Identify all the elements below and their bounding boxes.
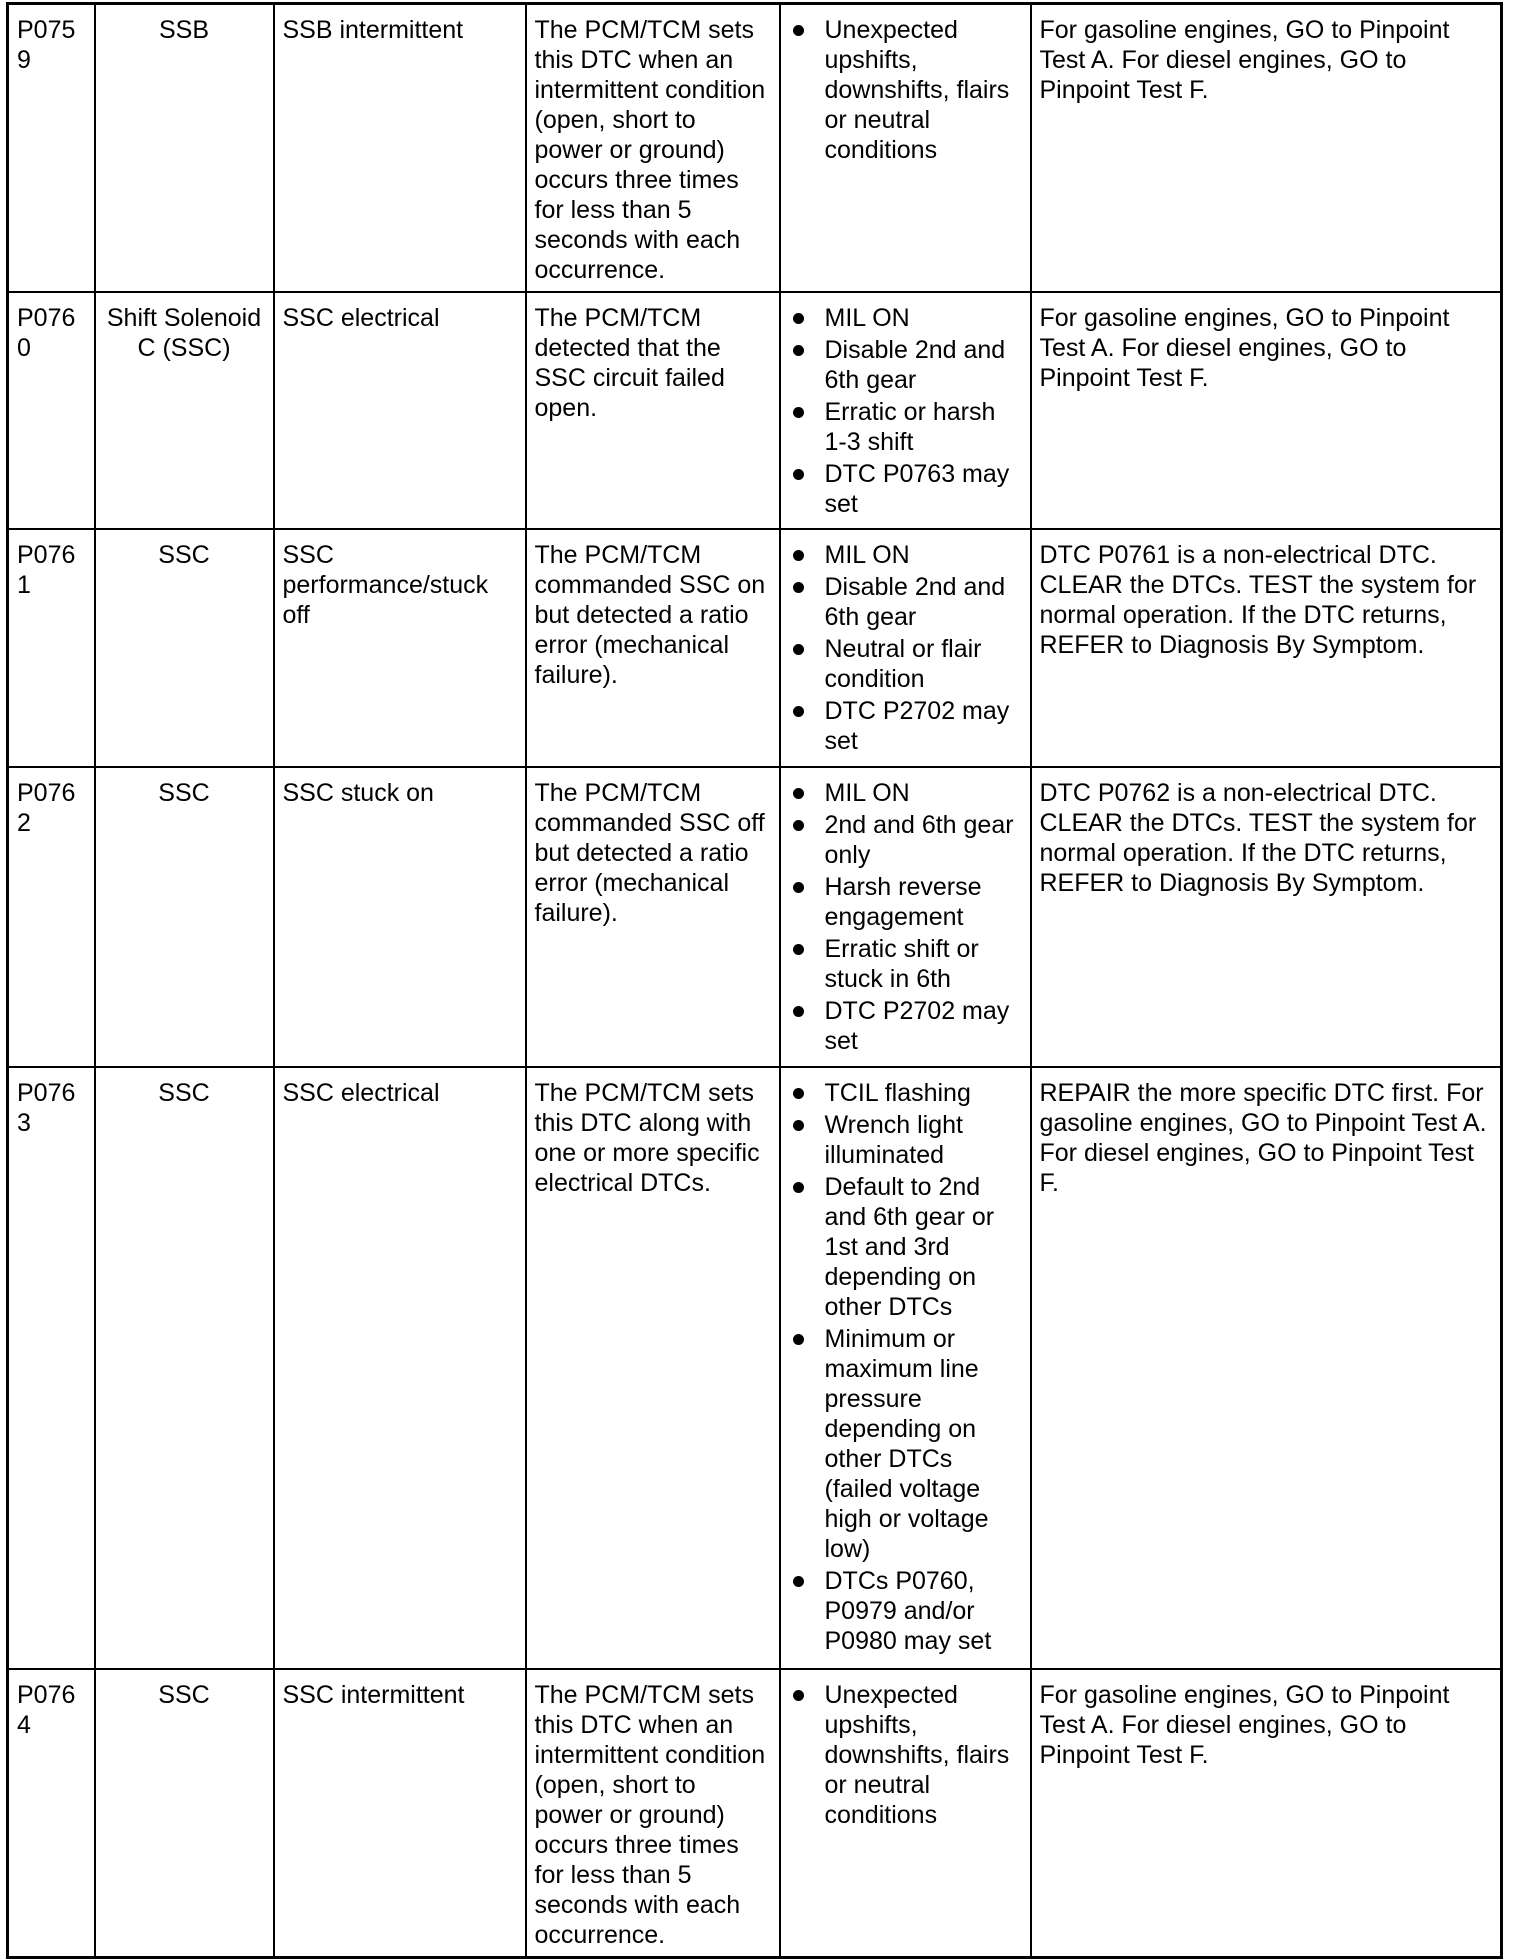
description: SSC electrical	[274, 292, 526, 529]
symptoms	[780, 292, 1031, 529]
action: For gasoline engines, GO to Pinpoint Test A. For diesel engines, GO to Pinpoint Test F.	[1031, 1669, 1502, 1958]
table-row	[8, 1669, 1502, 1958]
dtc-code: P0763	[8, 1067, 95, 1669]
symptom-item: Unexpected upshifts, downshifts, flairs or neutral conditions	[789, 15, 1022, 165]
condition: The PCM/TCM detected that the SSC circuit failed open.	[526, 292, 780, 529]
symptom-item: DTCs P0760, P0979 and/or P0980 may set	[789, 1566, 1022, 1656]
component: SSC	[95, 767, 274, 1067]
dtc-code: P0759	[8, 4, 95, 293]
description: SSC intermittent	[274, 1669, 526, 1958]
table-row	[8, 767, 1502, 1067]
action: For gasoline engines, GO to Pinpoint Test A. For diesel engines, GO to Pinpoint Test F.	[1031, 292, 1502, 529]
action: DTC P0761 is a non-electrical DTC. CLEAR the DTCs. TEST the system for normal operation. If the DTC returns, REFER to Diagnosis By Symptom.	[1031, 529, 1502, 767]
dtc-table	[6, 2, 1503, 1959]
dtc-code: P0760	[8, 292, 95, 529]
table-row	[8, 1067, 1502, 1669]
symptom-item: Harsh reverse engagement	[789, 872, 1022, 932]
component: SSC	[95, 1669, 274, 1958]
component: SSC	[95, 529, 274, 767]
symptom-item: Erratic shift or stuck in 6th	[789, 934, 1022, 994]
dtc-code: P0761	[8, 529, 95, 767]
description: SSC electrical	[274, 1067, 526, 1669]
action: For gasoline engines, GO to Pinpoint Test A. For diesel engines, GO to Pinpoint Test F.	[1031, 4, 1502, 293]
symptom-item: Disable 2nd and 6th gear	[789, 572, 1022, 632]
description: SSC stuck on	[274, 767, 526, 1067]
condition: The PCM/TCM sets this DTC when an intermittent condition (open, short to power or ground) occurs three times for less than 5 seconds with each occurrence.	[526, 4, 780, 293]
symptom-item: MIL ON	[789, 303, 1022, 333]
table-row	[8, 292, 1502, 529]
symptom-item: DTC P0763 may set	[789, 459, 1022, 519]
component: Shift Solenoid C (SSC)	[95, 292, 274, 529]
symptom-item: Disable 2nd and 6th gear	[789, 335, 1022, 395]
dtc-code: P0762	[8, 767, 95, 1067]
symptom-item: Neutral or flair condition	[789, 634, 1022, 694]
symptoms	[780, 4, 1031, 293]
action: DTC P0762 is a non-electrical DTC. CLEAR the DTCs. TEST the system for normal operation. If the DTC returns, REFER to Diagnosis By Symptom.	[1031, 767, 1502, 1067]
symptom-item: Unexpected upshifts, downshifts, flairs or neutral conditions	[789, 1680, 1022, 1830]
symptoms	[780, 767, 1031, 1067]
symptom-item: DTC P2702 may set	[789, 996, 1022, 1056]
condition: The PCM/TCM sets this DTC when an intermittent condition (open, short to power or ground) occurs three times for less than 5 seconds with each occurrence.	[526, 1669, 780, 1958]
symptom-item: Wrench light illuminated	[789, 1110, 1022, 1170]
symptom-item: MIL ON	[789, 778, 1022, 808]
symptom-item: Minimum or maximum line pressure depending on other DTCs (failed voltage high or voltage low)	[789, 1324, 1022, 1564]
symptom-item: DTC P2702 may set	[789, 696, 1022, 756]
table-row	[8, 529, 1502, 767]
symptom-item: Erratic or harsh 1-3 shift	[789, 397, 1022, 457]
symptom-item: TCIL flashing	[789, 1078, 1022, 1108]
dtc-code: P0764	[8, 1669, 95, 1958]
action: REPAIR the more specific DTC first. For gasoline engines, GO to Pinpoint Test A. For diesel engines, GO to Pinpoint Test F.	[1031, 1067, 1502, 1669]
symptom-item: MIL ON	[789, 540, 1022, 570]
description: SSB intermittent	[274, 4, 526, 293]
table-row	[8, 4, 1502, 293]
component: SSB	[95, 4, 274, 293]
condition: The PCM/TCM commanded SSC off but detected a ratio error (mechanical failure).	[526, 767, 780, 1067]
symptom-item: 2nd and 6th gear only	[789, 810, 1022, 870]
symptoms	[780, 1669, 1031, 1958]
condition: The PCM/TCM commanded SSC on but detected a ratio error (mechanical failure).	[526, 529, 780, 767]
description: SSC performance/stuck off	[274, 529, 526, 767]
symptoms	[780, 1067, 1031, 1669]
symptom-item: Default to 2nd and 6th gear or 1st and 3rd depending on other DTCs	[789, 1172, 1022, 1322]
component: SSC	[95, 1067, 274, 1669]
symptoms	[780, 529, 1031, 767]
condition: The PCM/TCM sets this DTC along with one or more specific electrical DTCs.	[526, 1067, 780, 1669]
